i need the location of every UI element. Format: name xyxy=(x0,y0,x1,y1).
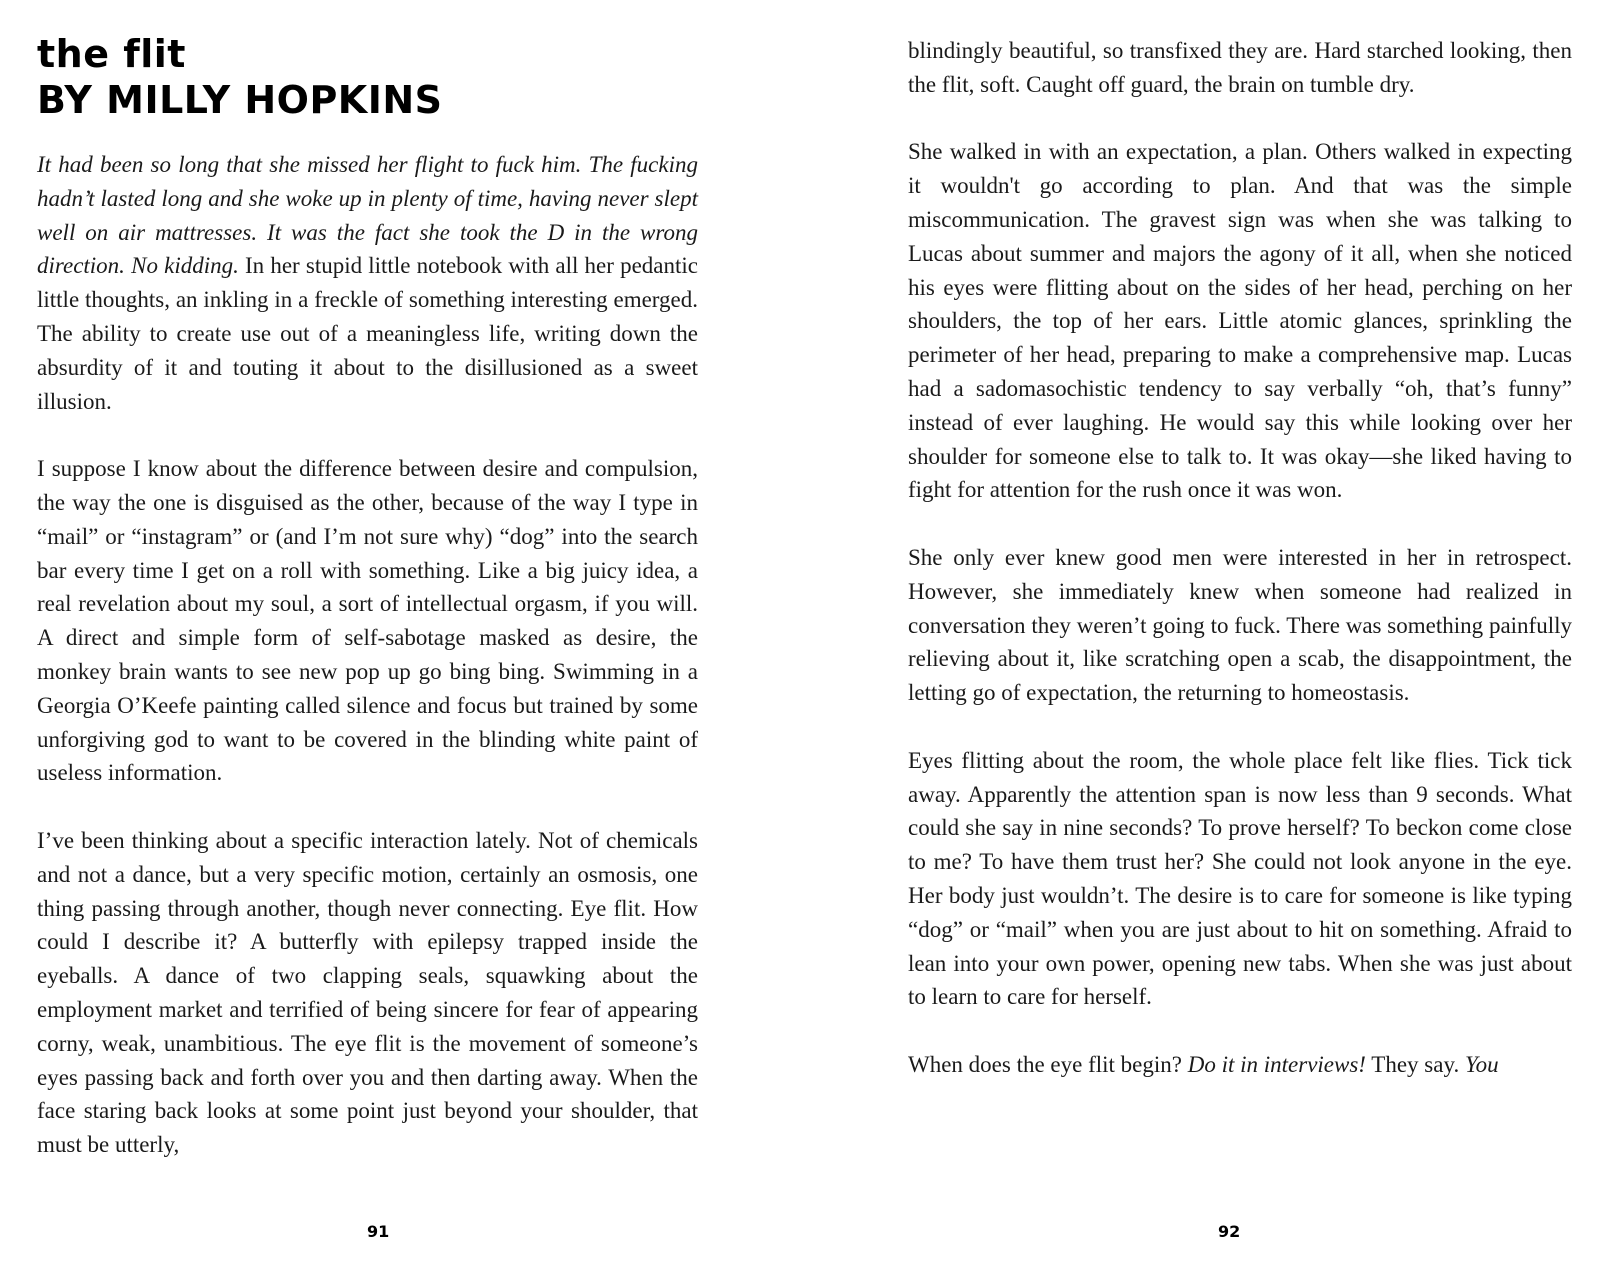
italic-quote: Do it in interviews! xyxy=(1187,1051,1366,1077)
paragraph: I’ve been thinking about a specific interaction lately. Not of chemicals and not a dance, but a very specific motion, certainly an osmosis, one thing passing through another, though never connecting. Eye flit. How could I describe it? A butterfly with epilepsy trapped inside the eyeballs. A dance of two clapping seals, squawking about the employment market and terrified of being sincere for fear of appearing corny, weak, unambitious. The eye flit is the movement of someone’s eyes passing back and forth over you and then darting away. When the face staring back looks at some point just beyond your shoulder, that must be utterly, xyxy=(37,827,698,1158)
title-block xyxy=(37,31,443,123)
story-byline: BY MILLY HOPKINS xyxy=(37,78,443,122)
paragraph-text: They say. xyxy=(1365,1051,1465,1077)
right-body-text xyxy=(908,34,1572,1082)
paragraph xyxy=(37,148,698,418)
paragraph: I suppose I know about the difference between desire and compulsion, the way the one is disguised as the other, because of the way I type in “mail” or “instagram” or (and I’m not sure why) “dog” into the search bar every time I get on a roll with something. Like a big juicy idea, a real revelation about my soul, a sort of intellectual orgasm, if you will. A direct and simple form of self-sabotage masked as desire, the monkey brain wants to see new pop up go bing bing. Swimming in a Georgia O’Keefe painting called silence and focus but trained by some unforgiving god to want to be covered in the blinding white paint of useless information. xyxy=(37,456,698,786)
right-page xyxy=(908,0,1572,1268)
paragraph xyxy=(908,1048,1572,1082)
paragraph: blindingly beautiful, so transfixed they are. Hard starched looking, then the flit, soft. Caught off guard, the brain on tumble dry. xyxy=(908,38,1572,97)
story-title: the flit xyxy=(37,32,186,76)
paragraph: Eyes flitting about the room, the whole place felt like flies. Tick tick away. Apparently the attention span is now less than 9 seconds. What could she say in nine seconds? To prove herself? To beckon come close to me? To have them trust her? She could not look anyone in the eye. Her body just wouldn’t. The desire is to care for someone is like typing “dog” or “mail” when you are just about to hit on something. Afraid to lean into your own power, opening new tabs. When she was just about to learn to care for herself. xyxy=(908,747,1572,1010)
left-page xyxy=(37,0,698,1268)
page-number-left: 91 xyxy=(367,1222,390,1241)
italic-intro: It had been so long that she missed her flight to fuck him. The fucking hadn’t lasted long and she woke up in plenty of time, having never slept well on air mattresses. It was the fact she took the D in the wrong direction. No kidding. xyxy=(37,152,698,279)
paragraph: She walked in with an expectation, a plan. Others walked in expecting it wouldn't go according to plan. And that was the simple miscommunication. The gravest sign was when she was talking to Lucas about summer and majors the agony of it all, when she noticed his eyes were flitting about on the sides of her head, perching on her shoulders, the top of her ears. Little atomic glances, sprinkling the perimeter of her head, preparing to make a comprehensive map. Lucas had a sadomasochistic tendency to say verbally “oh, that’s funny” instead of ever laughing. He would say this while looking over her shoulder for someone else to talk to. It was okay—she liked having to fight for attention for the rush once it was won. xyxy=(908,139,1572,503)
paragraph-text: When does the eye flit begin? xyxy=(908,1051,1188,1077)
italic-word: You xyxy=(1464,1051,1499,1077)
paragraph: She only ever knew good men were interested in her in retrospect. However, she immediately knew when someone had realized in conversation they weren’t going to fuck. There was something painfully relieving about it, like scratching open a scab, the disappointment, the letting go of expectation, the returning to homeostasis. xyxy=(908,544,1572,706)
page-number-right: 92 xyxy=(1218,1222,1241,1241)
paragraph-text: In her stupid little notebook with all her pedantic little thoughts, an inkling in a freckle of something interesting emerged. The ability to create use out of a meaningless life, writing down the absurdity of it and touting it about to the disillusioned as a sweet illusion. xyxy=(37,253,698,414)
left-body-text xyxy=(37,148,698,1162)
